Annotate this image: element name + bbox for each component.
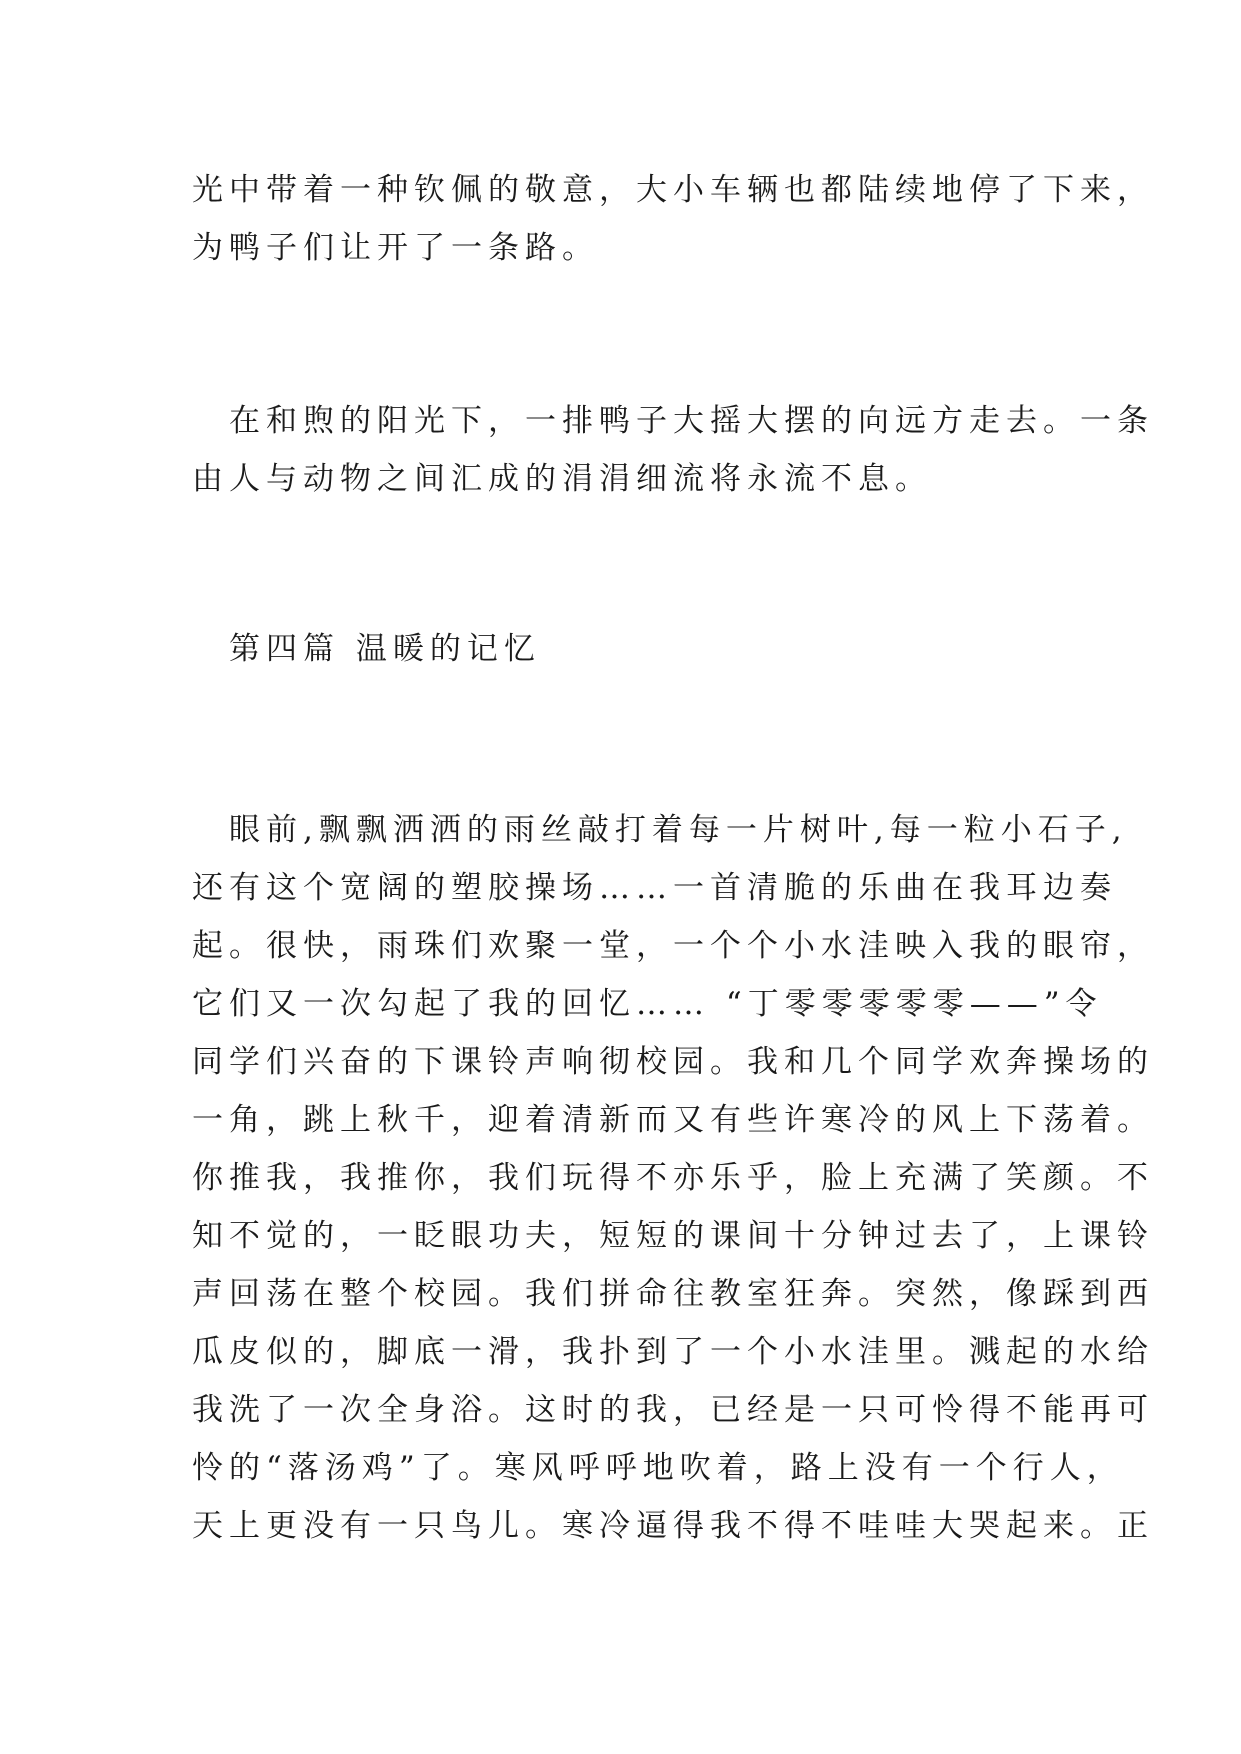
section-heading <box>192 620 1072 678</box>
paragraph-warm-memory <box>192 801 1154 1555</box>
text-line: 天上更没有一只鸟儿。寒冷逼得我不得不哇哇大哭起来。正 <box>192 1508 1154 1544</box>
text-line: 瓜皮似的，脚底一滑，我扑到了一个小水洼里。溅起的水给 <box>192 1334 1154 1370</box>
text-line: 同学们兴奋的下课铃声响彻校园。我和几个同学欢奔操场的 <box>192 1044 1154 1080</box>
text-line: 在和煦的阳光下，一排鸭子大摇大摆的向远方走去。一条 <box>192 403 1154 439</box>
text-line: 起。很快，雨珠们欢聚一堂，一个个小水洼映入我的眼帘， <box>192 928 1154 964</box>
paragraph-sunlight-ducks <box>192 392 1154 508</box>
text-line: 为鸭子们让开了一条路。 <box>192 230 599 266</box>
text-line: 由人与动物之间汇成的涓涓细流将永流不息。 <box>192 461 932 497</box>
text-line: 眼前,飘飘洒洒的雨丝敲打着每一片树叶,每一粒小石子, <box>192 812 1128 848</box>
text-line: 怜的“落汤鸡”了。寒风呼呼地吹着，路上没有一个行人， <box>192 1450 1124 1486</box>
text-line: 还有这个宽阔的塑胶操场……一首清脆的乐曲在我耳边奏 <box>192 870 1117 906</box>
text-line: 知不觉的，一眨眼功夫，短短的课间十分钟过去了，上课铃 <box>192 1218 1154 1254</box>
heading-text: 第四篇 温暖的记忆 <box>192 631 541 667</box>
text-line: 它们又一次勾起了我的回忆…… “丁零零零零零——”令 <box>192 986 1103 1022</box>
text-line: 我洗了一次全身浴。这时的我，已经是一只可怜得不能再可 <box>192 1392 1154 1428</box>
paragraph-duck-road-ending <box>192 161 1154 277</box>
text-line: 你推我，我推你，我们玩得不亦乐乎，脸上充满了笑颜。不 <box>192 1160 1154 1196</box>
text-line: 声回荡在整个校园。我们拼命往教室狂奔。突然，像踩到西 <box>192 1276 1154 1312</box>
text-line: 一角，跳上秋千，迎着清新而又有些许寒冷的风上下荡着。 <box>192 1102 1154 1138</box>
text-line: 光中带着一种钦佩的敬意，大小车辆也都陆续地停了下来， <box>192 172 1154 208</box>
